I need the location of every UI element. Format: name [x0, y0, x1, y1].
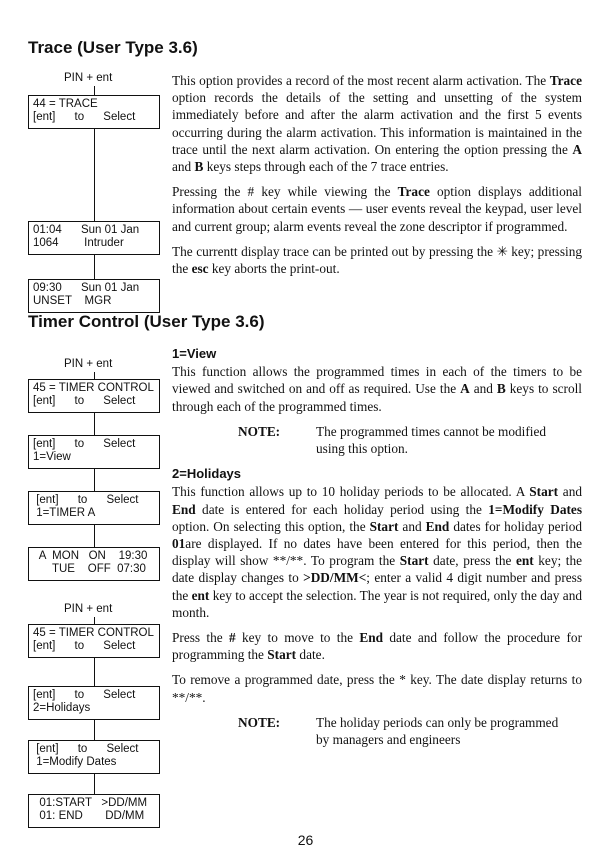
- bold-term: Start: [529, 484, 559, 500]
- bold-term: #: [229, 630, 236, 646]
- connector-line: [94, 658, 95, 686]
- screen-line: 01:04 Sun 01 Jan: [33, 224, 140, 236]
- connector-line: [94, 720, 95, 740]
- trace-heading: Trace (User Type 3.6): [28, 38, 198, 57]
- bold-term: 01: [172, 536, 186, 552]
- note-label: NOTE:: [238, 714, 281, 730]
- connector-line: [94, 129, 95, 221]
- note-text: The programmed times cannot be modified using this option.: [316, 423, 547, 457]
- timer-view-entry-label: PIN + ent: [64, 358, 113, 370]
- screen-line: 44 = TRACE: [33, 98, 98, 110]
- screen-line: TUE OFF 07:30: [33, 563, 146, 575]
- screen-line: 1=TIMER A: [33, 507, 96, 519]
- view-note: [238, 423, 582, 457]
- page-number: 26: [297, 832, 314, 848]
- screen-line: 01: END DD/MM: [33, 810, 145, 822]
- connector-line: [94, 413, 95, 435]
- bold-term: esc: [191, 261, 209, 277]
- bold-term: A: [572, 141, 582, 157]
- connector-line: [94, 255, 95, 279]
- timer-holidays-entry-label: PIN + ent: [64, 603, 113, 615]
- bold-term: A: [460, 381, 470, 397]
- bold-term: ent: [191, 587, 210, 603]
- bold-term: Start: [399, 553, 429, 569]
- screen-line: [ent] to Select: [33, 494, 139, 506]
- connector-line: [94, 774, 95, 794]
- timer-holidays-screen-4: [28, 794, 160, 828]
- holidays-note: [238, 714, 582, 748]
- trace-body: [172, 72, 582, 285]
- bold-term: Trace: [549, 73, 582, 88]
- note-label: NOTE:: [238, 423, 281, 439]
- connector-line: [94, 469, 95, 491]
- bold-term: Start: [369, 518, 399, 534]
- holidays-paragraph: To remove a programmed date, press the * key. The date display returns to **/**.: [172, 672, 582, 705]
- screen-line: [ent] to Select: [33, 395, 136, 407]
- screen-line: A MON ON 19:30: [33, 550, 148, 562]
- trace-screen-1: [28, 95, 160, 129]
- bold-term: End: [359, 630, 384, 646]
- bold-term: 1=Modify Dates: [488, 501, 582, 517]
- trace-screen-2: [28, 221, 160, 255]
- trace-screen-3: [28, 279, 160, 313]
- bold-term: B: [496, 381, 506, 397]
- screen-line: [ent] to Select: [33, 111, 136, 123]
- timer-view-screen-2: [28, 435, 160, 469]
- timer-heading: Timer Control (User Type 3.6): [28, 312, 265, 331]
- screen-line: 01:START >DD/MM: [33, 797, 148, 809]
- screen-line: 45 = TIMER CONTROL: [33, 382, 154, 394]
- connector-line: [94, 525, 95, 547]
- bold-term: End: [425, 518, 450, 534]
- timer-holidays-screen-2: [28, 686, 160, 720]
- screen-line: [ent] to Select: [33, 438, 136, 450]
- timer-view-screen-4: [28, 547, 160, 581]
- bold-term: Trace: [397, 184, 430, 200]
- bold-term: Start: [267, 647, 297, 663]
- timer-view-screen-1: [28, 379, 160, 413]
- screen-line: UNSET MGR: [33, 295, 112, 307]
- screen-line: 09:30 Sun 01 Jan: [33, 282, 140, 294]
- timer-holidays-screen-1: [28, 624, 160, 658]
- screen-line: 1064 Intruder: [33, 237, 124, 249]
- bold-term: >DD/MM<: [303, 570, 367, 586]
- screen-line: 1=Modify Dates: [33, 756, 117, 768]
- timer-view-screen-3: [28, 491, 160, 525]
- timer-body: [172, 345, 582, 756]
- holidays-subheading: 2=Holidays: [172, 466, 242, 482]
- screen-line: [ent] to Select: [33, 640, 136, 652]
- screen-line: [ent] to Select: [33, 689, 136, 701]
- view-subheading: 1=View: [172, 346, 217, 361]
- trace-entry-label: PIN + ent: [64, 72, 113, 84]
- bold-term: B: [194, 159, 204, 175]
- timer-holidays-screen-3: [28, 740, 160, 774]
- screen-line: 2=Holidays: [33, 702, 91, 714]
- bold-term: End: [172, 501, 196, 517]
- trace-paragraph: The currentt display trace can be printed out by pressing the ✳ key; pressing the esc key aborts the print-out.: [172, 243, 582, 277]
- view-paragraph: This function allows the programmed times in each of the timers to be viewed and switched on and off as required. Use the A and B keys to scroll through each of the programmed times.: [172, 364, 582, 414]
- holidays-paragraph: Press the # key to move to the End date and follow the procedure for programming the Start date.: [172, 630, 582, 663]
- trace-paragraph: This option provides a record of the most recent alarm activation. The Trace option records the details of the setting and unsetting of the system immediately before and after the alarm activation and the first 5 events occurring during the alarm activation. This information is maintained in the trace until the next alarm activation. On entering the option pressing the A and B keys steps through each of the 7 trace entries.: [172, 73, 582, 175]
- screen-line: 1=View: [33, 451, 71, 463]
- note-text: The holiday periods can only be programmed by managers and engineers: [316, 714, 559, 748]
- screen-line: 45 = TIMER CONTROL: [33, 627, 154, 639]
- bold-term: ent: [515, 553, 534, 569]
- holidays-paragraph: This function allows up to 10 holiday periods to be allocated. A Start and End date is entered for each holiday period using the 1=Modify Dates option. On selecting this option, the Start and End dates for holiday period 01are displayed. If no dates have been entered for this period, then the display will show **/**. To program the Start date, press the ent key; the date display changes to >DD/MM<; enter a valid 4 digit number and press the ent key to accept the selection. The year is not required, only the day and month.: [172, 484, 583, 620]
- screen-line: [ent] to Select: [33, 743, 139, 755]
- trace-paragraph: Pressing the # key while viewing the Trace option displays additional information about certain events — user events reveal the keypad, user level and current group; alarm events reveal the zone descriptor if programmed.: [172, 184, 582, 234]
